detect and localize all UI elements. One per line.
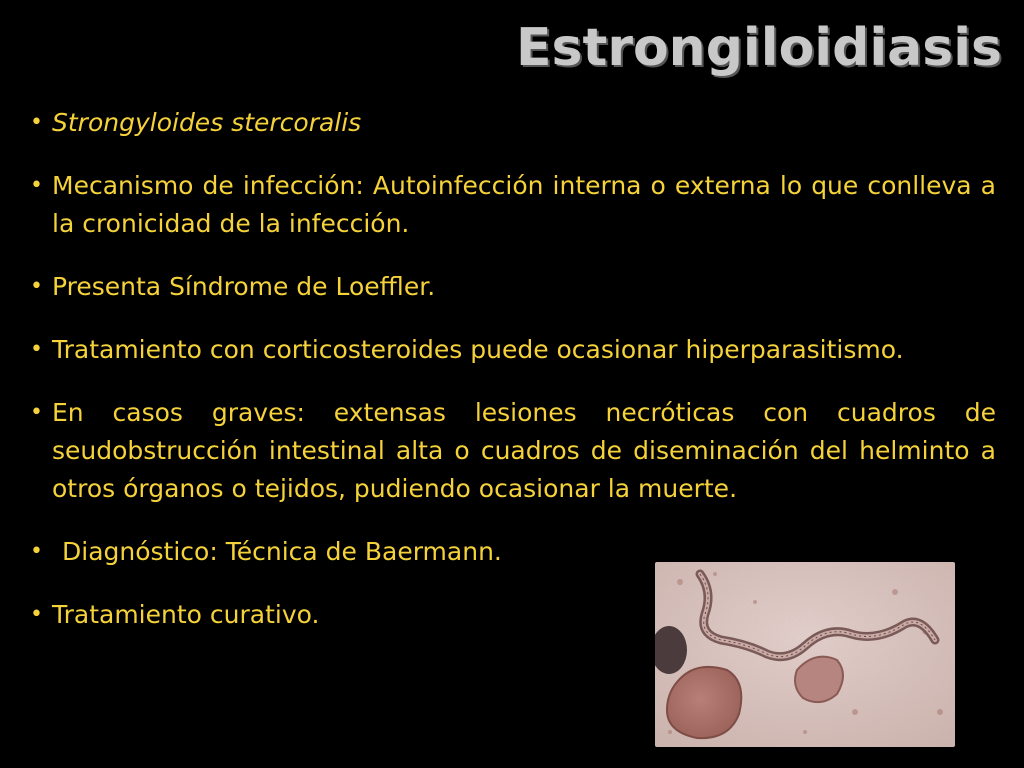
bullet-item xyxy=(30,394,996,508)
microscope-photo xyxy=(655,562,955,747)
bullet-icon: • xyxy=(30,400,43,425)
bullet-item xyxy=(30,167,996,243)
bullet-text: En casos graves: extensas lesiones necróticas con cuadros de seudobstrucción intestinal alta o cuadros de diseminación del helminto a otros órganos o tejidos, pudiendo ocasionar la muerte. xyxy=(52,398,996,503)
bullet-item xyxy=(30,268,996,306)
bullet-icon: • xyxy=(30,110,43,135)
bullet-icon: • xyxy=(30,602,43,627)
bullet-icon: • xyxy=(30,173,43,198)
bullet-item xyxy=(30,331,996,369)
bullet-text: Diagnóstico: Técnica de Baermann. xyxy=(62,537,502,566)
bullet-icon: • xyxy=(30,337,43,362)
bullet-text: Tratamiento con corticosteroides puede ocasionar hiperparasitismo. xyxy=(52,335,904,364)
bullet-text: Mecanismo de infección: Autoinfección interna o externa lo que conlleva a la cronicidad de la infección. xyxy=(52,171,996,238)
strongyloides-larva-image xyxy=(655,562,955,747)
slide-title: Estrongiloidiasis xyxy=(515,18,1002,78)
bullet-text: Tratamiento curativo. xyxy=(52,600,320,629)
bullet-text: Strongyloides stercoralis xyxy=(52,108,362,137)
bullet-text: Presenta Síndrome de Loeffler. xyxy=(52,272,436,301)
bullet-icon: • xyxy=(30,539,43,564)
bullet-item xyxy=(30,104,996,142)
bullet-icon: • xyxy=(30,274,43,299)
